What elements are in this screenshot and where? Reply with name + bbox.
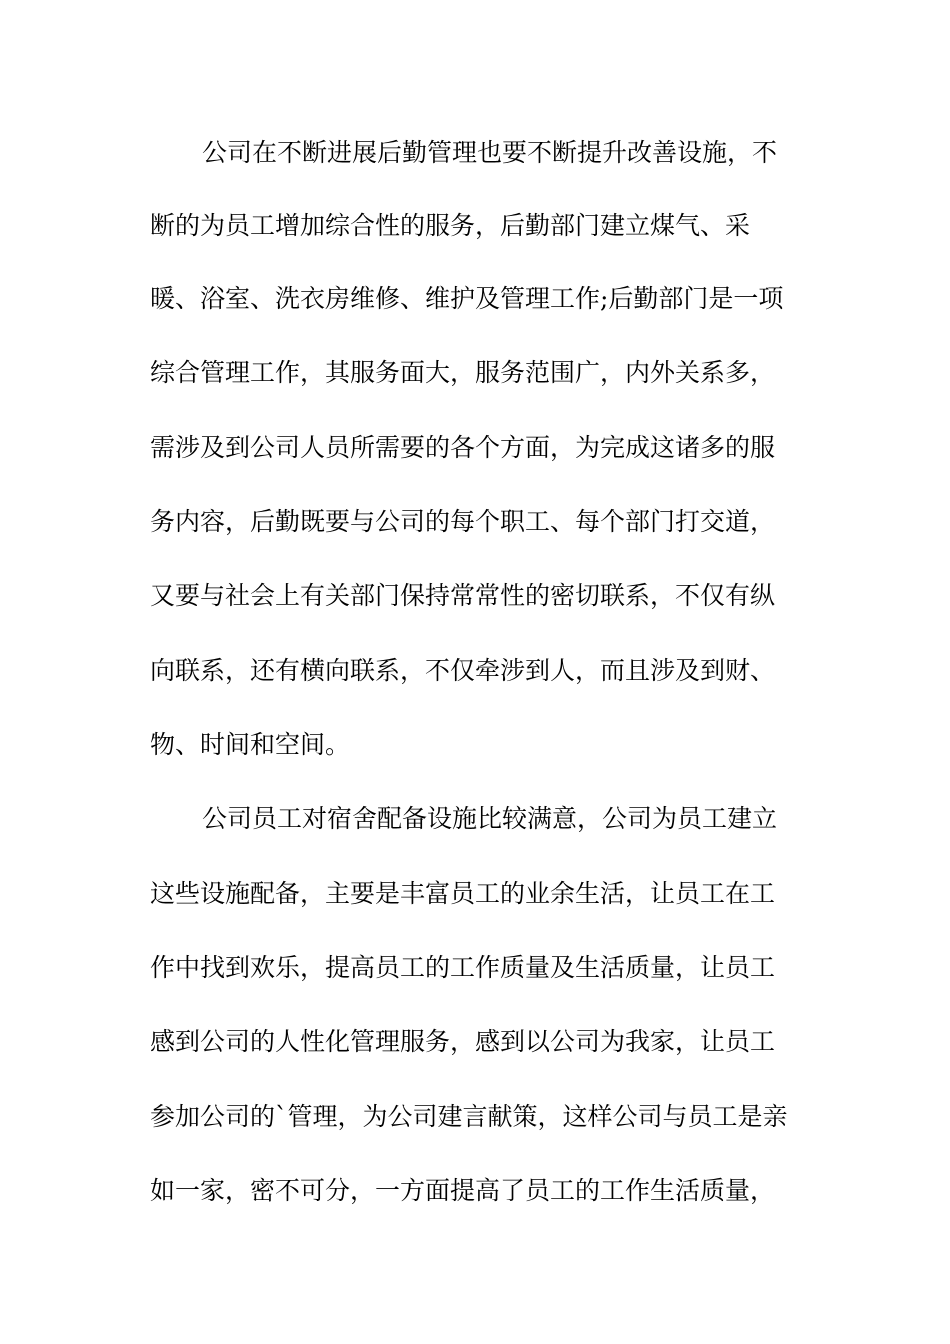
paragraph-2-line-5: 参加公司的`管理，为公司建言献策，这样公司与员工是亲 [150,1102,788,1131]
paragraph-1-line-6: 务内容，后勤既要与公司的每个职工、每个部门打交道， [150,507,776,536]
paragraph-2-line-6: 如一家，密不可分，一方面提高了员工的工作生活质量， [150,1176,776,1205]
paragraph-1-line-7: 又要与社会上有关部门保持常常性的密切联系，不仅有纵 [150,581,776,610]
paragraph-1-line-3: 暖、浴室、洗衣房维修、维护及管理工作;后勤部门是一项 [150,284,784,313]
paragraph-1-line-9: 物、时间和空间。 [150,730,351,759]
paragraph-1-line-4: 综合管理工作，其服务面大，服务范围广，内外关系多， [150,358,776,387]
paragraph-1-line-2: 断的为员工增加综合性的服务，后勤部门建立煤气、采 [150,211,751,240]
paragraph-2-line-1: 公司员工对宿舍配备设施比较满意，公司为员工建立 [202,804,778,833]
paragraph-2-line-4: 感到公司的人性化管理服务，感到以公司为我家，让员工 [150,1027,776,1056]
paragraph-1-line-8: 向联系，还有横向联系，不仅牵涉到人，而且涉及到财、 [150,656,776,685]
paragraph-1-line-5: 需涉及到公司人员所需要的各个方面，为完成这诸多的服 [150,433,776,462]
paragraph-2-line-2: 这些设施配备，主要是丰富员工的业余生活，让员工在工 [150,879,776,908]
paragraph-1-line-1: 公司在不断进展后勤管理也要不断提升改善设施，不 [202,138,778,167]
paragraph-2-line-3: 作中找到欢乐，提高员工的工作质量及生活质量，让员工 [150,953,776,982]
